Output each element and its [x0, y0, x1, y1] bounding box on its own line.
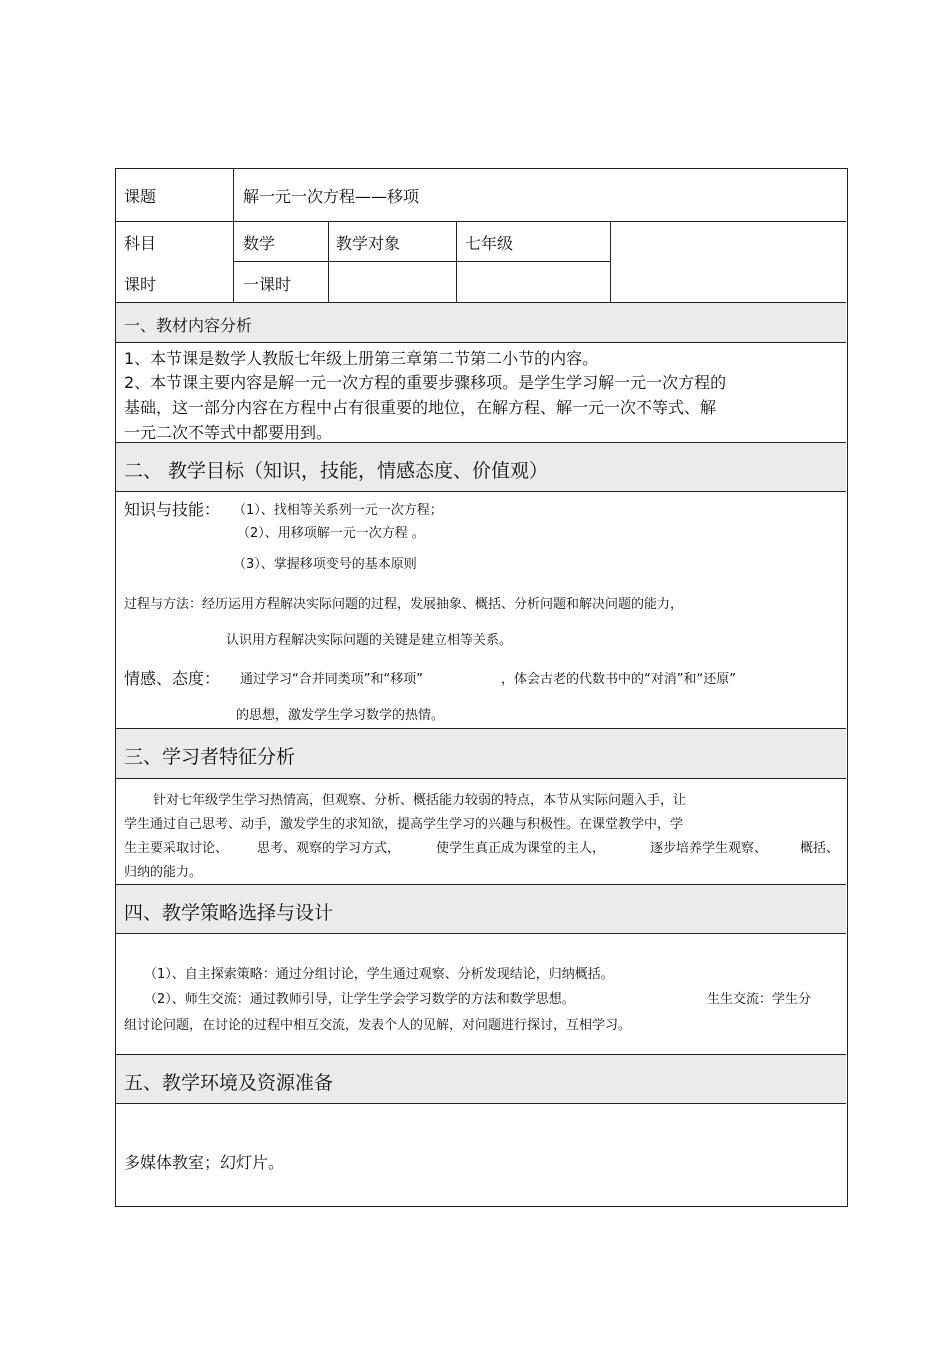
subject-value: 数学 — [243, 234, 276, 253]
rule — [456, 221, 457, 302]
rule — [116, 342, 846, 343]
process-line-2: 认识用方程解决实际问题的关键是建立相等关系。 — [226, 633, 513, 648]
section3-line: 生主要采取讨论、 — [124, 841, 229, 856]
section1-line: 基础，这一部分内容在方程中占有很重要的地位，在解方程、解一元一次不等式、解 — [124, 398, 717, 417]
knowledge-item-3: （3）、掌握移项变号的基本原则 — [233, 557, 417, 572]
section3-line: 学生通过自己思考、动手，激发学生的求知欲，提高学生学习的兴趣与积极性。在课堂教学中，学 — [124, 817, 684, 832]
emotion-line-2: 的思想，激发学生学习数学的热情。 — [236, 708, 445, 723]
section4-line: （1）、自主探索策略：通过分组讨论，学生通过观察、分析发现结论，归纳概括。 — [144, 967, 614, 982]
rule — [116, 884, 846, 885]
period-label: 课时 — [124, 275, 157, 294]
section2-title: 二、 教学目标（知识，技能，情感态度、价值观） — [124, 460, 549, 482]
topic-label: 课题 — [124, 187, 157, 206]
section3-line: 归纳的能力。 — [124, 865, 203, 880]
section3-line: 使学生真正成为课堂的主人， — [436, 841, 606, 856]
section3-title: 三、学习者特征分析 — [124, 746, 296, 768]
section4-line: （2）、师生交流：通过教师引导，让学生学会学习数学的方法和数学思想。 — [144, 992, 575, 1007]
rule — [233, 169, 234, 302]
rule — [610, 221, 611, 302]
section3-line: 思考、观察的学习方式， — [257, 841, 401, 856]
section3-line: 针对七年级学生学习热情高，但观察、分析、概括能力较弱的特点，本节从实际问题入手，让 — [153, 793, 687, 808]
section4-title: 四、教学策略选择与设计 — [124, 902, 334, 924]
section5-content: 多媒体教室；幻灯片。 — [124, 1153, 285, 1172]
process-line-1: 过程与方法：经历运用方程解决实际问题的过程，发展抽象、概括、分析问题和解决问题的能力， — [124, 597, 684, 612]
rule — [116, 491, 846, 492]
subject-label: 科目 — [124, 234, 157, 253]
rule — [233, 261, 610, 262]
audience-value: 七年级 — [465, 234, 514, 253]
section4-line: 组讨论问题，在讨论的过程中相互交流，发表个人的见解，对问题进行探讨，互相学习。 — [124, 1018, 632, 1033]
emotion-label: 情感、态度： — [124, 669, 221, 688]
knowledge-item-1: （1）、找相等关系列一元一次方程； — [233, 503, 443, 518]
topic-value: 解一元一次方程——移项 — [243, 187, 420, 206]
rule — [116, 728, 846, 729]
rule — [328, 221, 329, 302]
period-value: 一课时 — [243, 275, 292, 294]
emotion-line-1a: 通过学习“合并同类项”和“移项” — [240, 672, 423, 687]
section1-line: 一元二次不等式中都要用到。 — [124, 423, 333, 442]
lesson-plan-table — [115, 168, 848, 1207]
rule — [116, 1103, 846, 1104]
emotion-line-1b: ，体会古老的代数书中的“对消”和“还原” — [501, 672, 736, 687]
audience-label: 教学对象 — [336, 234, 401, 253]
section1-title: 一、教材内容分析 — [124, 316, 253, 335]
knowledge-item-2: （2）、用移项解一元一次方程 。 — [237, 526, 425, 541]
rule — [116, 221, 846, 222]
section3-line: 逐步培养学生观察、 — [650, 841, 768, 856]
section4-line: 生生交流：学生分 — [707, 992, 812, 1007]
rule — [116, 778, 846, 779]
section1-line: 1、本节课是数学人教版七年级上册第三章第二节第二小节的内容。 — [124, 349, 599, 368]
rule — [116, 933, 846, 934]
section5-title: 五、教学环境及资源准备 — [124, 1072, 334, 1094]
rule — [116, 1054, 846, 1055]
section3-line: 概括、 — [800, 841, 840, 856]
knowledge-label: 知识与技能： — [124, 500, 221, 519]
rule — [116, 302, 846, 303]
section1-line: 2、本节课主要内容是解一元一次方程的重要步骤移项。是学生学习解一元一次方程的 — [124, 373, 727, 392]
